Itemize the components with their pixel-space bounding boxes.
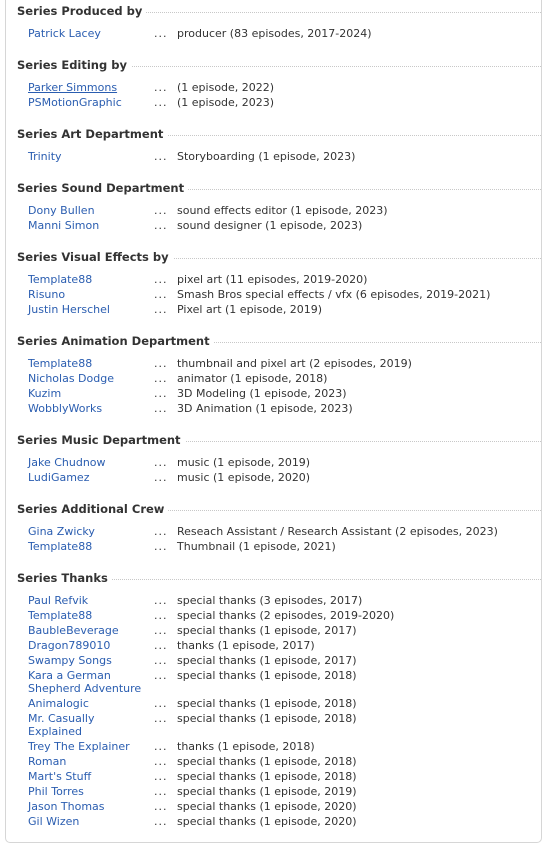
credit-text: music (1 episode, 2020) xyxy=(177,471,311,484)
separator: ... xyxy=(154,372,168,385)
credit-text: (1 episode, 2022) xyxy=(177,81,275,94)
section-title: Series Sound Department xyxy=(17,181,188,195)
person-link[interactable]: LudiGamez xyxy=(28,471,90,484)
separator: ... xyxy=(154,525,168,538)
credit-row xyxy=(17,623,541,638)
separator: ... xyxy=(154,150,168,163)
credit-text: special thanks (1 episode, 2017) xyxy=(177,624,357,637)
credit-text: 3D Modeling (1 episode, 2023) xyxy=(177,387,347,400)
person-link[interactable]: Dragon789010 xyxy=(28,639,111,652)
person-link[interactable]: Justin Herschel xyxy=(28,303,110,316)
credit-text: Thumbnail (1 episode, 2021) xyxy=(177,540,336,553)
separator: ... xyxy=(154,540,168,553)
separator: ... xyxy=(154,96,168,109)
person-link[interactable]: Phil Torres xyxy=(28,785,84,798)
section-title: Series Animation Department xyxy=(17,334,214,348)
separator: ... xyxy=(154,204,168,217)
credit-row xyxy=(17,95,541,110)
separator: ... xyxy=(154,81,168,94)
person-link[interactable]: Mart's Stuff xyxy=(28,770,92,783)
person-link[interactable]: Manni Simon xyxy=(28,219,100,232)
separator: ... xyxy=(154,288,168,301)
credit-row xyxy=(17,539,541,554)
credit-text: Smash Bros special effects / vfx (6 episodes, 2019-2021) xyxy=(177,288,491,301)
credit-text: special thanks (2 episodes, 2019-2020) xyxy=(177,609,395,622)
credit-text: special thanks (1 episode, 2017) xyxy=(177,654,357,667)
credit-row xyxy=(17,524,541,539)
person-link[interactable]: Paul Refvik xyxy=(28,594,89,607)
person-link[interactable]: Template88 xyxy=(28,540,93,553)
person-link[interactable]: Gina Zwicky xyxy=(28,525,95,538)
separator: ... xyxy=(154,740,168,753)
credit-row xyxy=(17,754,541,769)
section-produced-by xyxy=(17,4,541,41)
credit-row xyxy=(17,769,541,784)
person-link[interactable]: Jason Thomas xyxy=(28,800,105,813)
separator: ... xyxy=(154,387,168,400)
credit-row xyxy=(17,608,541,623)
section-animation-department xyxy=(17,334,541,416)
section-sound-department xyxy=(17,181,541,233)
credit-row xyxy=(17,784,541,799)
person-link[interactable]: Template88 xyxy=(28,273,93,286)
credit-row xyxy=(17,386,541,401)
credit-row xyxy=(17,668,541,696)
section-visual-effects-by xyxy=(17,250,541,317)
separator: ... xyxy=(154,639,168,652)
credit-text: special thanks (1 episode, 2020) xyxy=(177,800,357,813)
section-header xyxy=(17,4,541,18)
person-link[interactable]: Kara a German Shepherd Adventure xyxy=(28,669,142,695)
person-link[interactable]: Roman xyxy=(28,755,67,768)
separator: ... xyxy=(154,402,168,415)
credit-row xyxy=(17,653,541,668)
section-title: Series Additional Crew xyxy=(17,502,168,516)
separator: ... xyxy=(154,273,168,286)
person-link[interactable]: Template88 xyxy=(28,609,93,622)
person-link[interactable]: Animalogic xyxy=(28,697,89,710)
credit-row xyxy=(17,470,541,485)
person-link[interactable]: Swampy Songs xyxy=(28,654,112,667)
section-title: Series Visual Effects by xyxy=(17,250,173,264)
section-header xyxy=(17,250,541,264)
credit-text: special thanks (1 episode, 2019) xyxy=(177,785,357,798)
person-link[interactable]: Template88 xyxy=(28,357,93,370)
person-link[interactable]: Gil Wizen xyxy=(28,815,80,828)
section-header xyxy=(17,334,541,348)
separator: ... xyxy=(154,456,168,469)
credit-text: thumbnail and pixel art (2 episodes, 2019) xyxy=(177,357,412,370)
separator: ... xyxy=(154,755,168,768)
credit-text: sound designer (1 episode, 2023) xyxy=(177,219,363,232)
person-link[interactable]: Dony Bullen xyxy=(28,204,95,217)
separator: ... xyxy=(154,712,168,725)
separator: ... xyxy=(154,471,168,484)
credit-text: special thanks (1 episode, 2018) xyxy=(177,770,357,783)
credit-row xyxy=(17,401,541,416)
person-link[interactable]: WobblyWorks xyxy=(28,402,103,415)
person-link[interactable]: BaubleBeverage xyxy=(28,624,119,637)
separator: ... xyxy=(154,785,168,798)
person-link[interactable]: Jake Chudnow xyxy=(28,456,106,469)
credit-row xyxy=(17,80,541,95)
credit-row xyxy=(17,203,541,218)
credit-row xyxy=(17,696,541,711)
section-art-department xyxy=(17,127,541,164)
section-header xyxy=(17,58,541,72)
credit-row xyxy=(17,371,541,386)
credit-text: music (1 episode, 2019) xyxy=(177,456,311,469)
credit-text: sound effects editor (1 episode, 2023) xyxy=(177,204,388,217)
person-link[interactable]: Mr. Casually Explained xyxy=(28,712,95,738)
credit-text: pixel art (11 episodes, 2019-2020) xyxy=(177,273,368,286)
section-music-department xyxy=(17,433,541,485)
credit-text: special thanks (3 episodes, 2017) xyxy=(177,594,363,607)
separator: ... xyxy=(154,654,168,667)
credit-row xyxy=(17,26,541,41)
credit-row xyxy=(17,739,541,754)
section-header xyxy=(17,571,541,585)
credit-row xyxy=(17,711,541,739)
separator: ... xyxy=(154,357,168,370)
credit-row xyxy=(17,799,541,814)
credit-row xyxy=(17,593,541,608)
credit-text: producer (83 episodes, 2017-2024) xyxy=(177,27,372,40)
section-title: Series Produced by xyxy=(17,4,146,18)
credit-row xyxy=(17,814,541,829)
section-header xyxy=(17,433,541,447)
person-link[interactable]: Trey The Explainer xyxy=(28,740,130,753)
section-title: Series Music Department xyxy=(17,433,185,447)
credit-text: animator (1 episode, 2018) xyxy=(177,372,328,385)
section-thanks xyxy=(17,571,541,829)
separator: ... xyxy=(154,219,168,232)
credit-text: special thanks (1 episode, 2018) xyxy=(177,669,357,682)
person-link[interactable]: Trinity xyxy=(28,150,62,163)
crew-credits-panel xyxy=(5,0,542,843)
section-header xyxy=(17,502,541,516)
separator: ... xyxy=(154,609,168,622)
person-link[interactable]: Risuno xyxy=(28,288,66,301)
person-link[interactable]: Patrick Lacey xyxy=(28,27,101,40)
section-editing-by xyxy=(17,58,541,110)
section-header xyxy=(17,127,541,141)
credit-text: Pixel art (1 episode, 2019) xyxy=(177,303,323,316)
credit-row xyxy=(17,356,541,371)
credit-text: thanks (1 episode, 2017) xyxy=(177,639,315,652)
separator: ... xyxy=(154,770,168,783)
person-link[interactable]: PSMotionGraphic xyxy=(28,96,122,109)
separator: ... xyxy=(154,624,168,637)
section-additional-crew xyxy=(17,502,541,554)
separator: ... xyxy=(154,669,168,682)
section-title: Series Editing by xyxy=(17,58,131,72)
credit-text: special thanks (1 episode, 2018) xyxy=(177,712,357,725)
person-link[interactable]: Kuzim xyxy=(28,387,62,400)
section-header xyxy=(17,181,541,195)
credit-row xyxy=(17,638,541,653)
separator: ... xyxy=(154,27,168,40)
credit-text: Reseach Assistant / Research Assistant (2 episodes, 2023) xyxy=(177,525,498,538)
credit-text: special thanks (1 episode, 2020) xyxy=(177,815,357,828)
section-title: Series Thanks xyxy=(17,571,112,585)
separator: ... xyxy=(154,594,168,607)
separator: ... xyxy=(154,697,168,710)
credit-text: Storyboarding (1 episode, 2023) xyxy=(177,150,356,163)
credit-row xyxy=(17,287,541,302)
credit-text: special thanks (1 episode, 2018) xyxy=(177,697,357,710)
section-title: Series Art Department xyxy=(17,127,167,141)
credit-row xyxy=(17,272,541,287)
separator: ... xyxy=(154,800,168,813)
credit-row xyxy=(17,455,541,470)
credit-row xyxy=(17,302,541,317)
credit-text: thanks (1 episode, 2018) xyxy=(177,740,315,753)
credit-text: 3D Animation (1 episode, 2023) xyxy=(177,402,353,415)
separator: ... xyxy=(154,815,168,828)
person-link[interactable]: Parker Simmons xyxy=(28,81,118,94)
separator: ... xyxy=(154,303,168,316)
credit-row xyxy=(17,149,541,164)
person-link[interactable]: Nicholas Dodge xyxy=(28,372,114,385)
credit-row xyxy=(17,218,541,233)
credit-text: special thanks (1 episode, 2018) xyxy=(177,755,357,768)
credit-text: (1 episode, 2023) xyxy=(177,96,275,109)
